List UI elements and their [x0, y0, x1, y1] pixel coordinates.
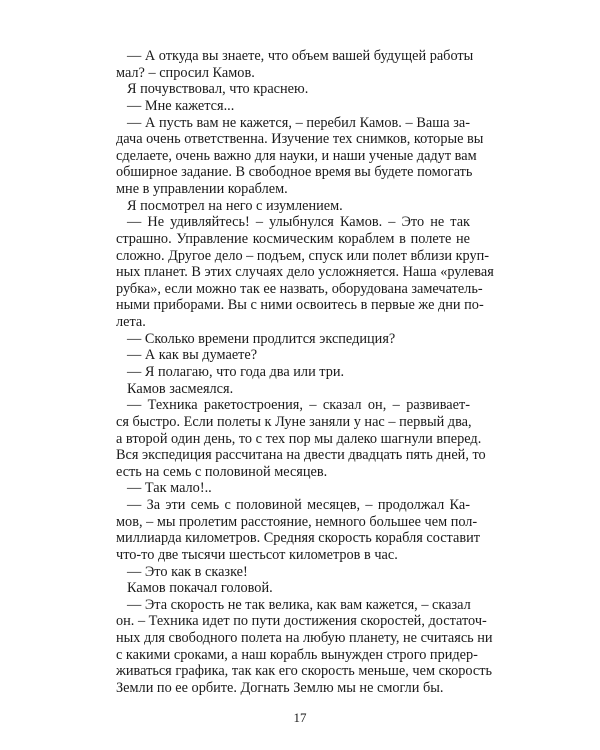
- text-line: дача очень ответственна. Изучение тех снимков, которые вы: [116, 131, 484, 148]
- text-line: Камов покачал головой.: [127, 580, 273, 597]
- text-line: — Мне кажется...: [127, 97, 235, 114]
- text-line: — Так мало!..: [127, 480, 212, 497]
- text-line: — За эти семь с половиной месяцев, – продолжал Ка-: [127, 497, 470, 514]
- text-line: Земли по ее орбите. Догнать Землю мы не смогли бы.: [116, 680, 444, 696]
- text-line: — А пусть вам не кажется, – перебил Камов. – Ваша за-: [127, 114, 470, 131]
- text-line: Я почувствовал, что краснею.: [127, 81, 309, 98]
- text-line: — Эта скорость не так велика, как вам кажется, – сказал: [127, 596, 471, 613]
- text-line: Камов засмеялся.: [127, 380, 234, 397]
- text-line: — Сколько времени продлится экспедиция?: [127, 330, 396, 347]
- text-line: лета.: [116, 314, 146, 331]
- text-line: сложно. Другое дело – подъем, спуск или полет вблизи круп-: [116, 247, 490, 264]
- text-line: миллиарда километров. Средняя скорость корабля составит: [116, 530, 480, 547]
- text-line: — Не удивляйтесь! – улыбнулся Камов. – Это не так: [127, 214, 470, 231]
- page-number: 17: [293, 710, 307, 725]
- text-line: есть на семь с половиной месяцев.: [116, 463, 328, 480]
- text-line: ся быстро. Если полеты к Луне заняли у нас – первый два,: [116, 413, 472, 430]
- text-line: мне в управлении кораблем.: [116, 181, 288, 198]
- text-line: — А откуда вы знаете, что объем вашей будущей работы: [127, 48, 474, 64]
- text-line: страшно. Управление космическим кораблем в полете не: [116, 230, 470, 247]
- text-line: он. – Техника идет по пути достижения скоростей, достаточ-: [116, 613, 487, 630]
- text-line: Я посмотрел на него с изумлением.: [127, 197, 343, 214]
- text-line: — Я полагаю, что года два или три.: [127, 364, 345, 380]
- text-line: ных для свободного полета на любую планету, не считаясь ни: [116, 630, 493, 647]
- text-line: живаться графика, так как его скорость меньше, чем скорость: [116, 663, 493, 680]
- text-line: — Это как в сказке!: [127, 563, 248, 580]
- text-line: мал? – спросил Камов.: [116, 64, 255, 81]
- text-line: а второй один день, то с тех пор мы далеко шагнули вперед.: [116, 430, 482, 447]
- text-line: — А как вы думаете?: [127, 347, 258, 364]
- text-line: обширное задание. В свободное время вы будете помогать: [116, 164, 473, 181]
- text-line: мов, – мы пролетим расстояние, немного большее чем пол-: [116, 513, 478, 530]
- text-line: что-то две тысячи шестьсот километров в час.: [116, 546, 398, 563]
- text-line: — Техника ракетостроения, – сказал он, – развивает-: [127, 397, 470, 414]
- text-line: рубка», если можно так ее назвать, оборудована замечатель-: [116, 280, 483, 297]
- text-line: ных планет. В этих случаях дело усложняется. Наша «рулевая: [116, 264, 494, 281]
- text-line: с какими сроками, а наш корабль вынужден строго придер-: [116, 646, 478, 663]
- text-line: сделаете, очень важно для науки, и наши ученые дадут вам: [116, 147, 477, 164]
- text-line: ными приборами. Вы с ними освоитесь в первые же дни по-: [116, 297, 484, 314]
- text-line: Вся экспедиция рассчитана на двести двадцать пять дней, то: [116, 447, 486, 464]
